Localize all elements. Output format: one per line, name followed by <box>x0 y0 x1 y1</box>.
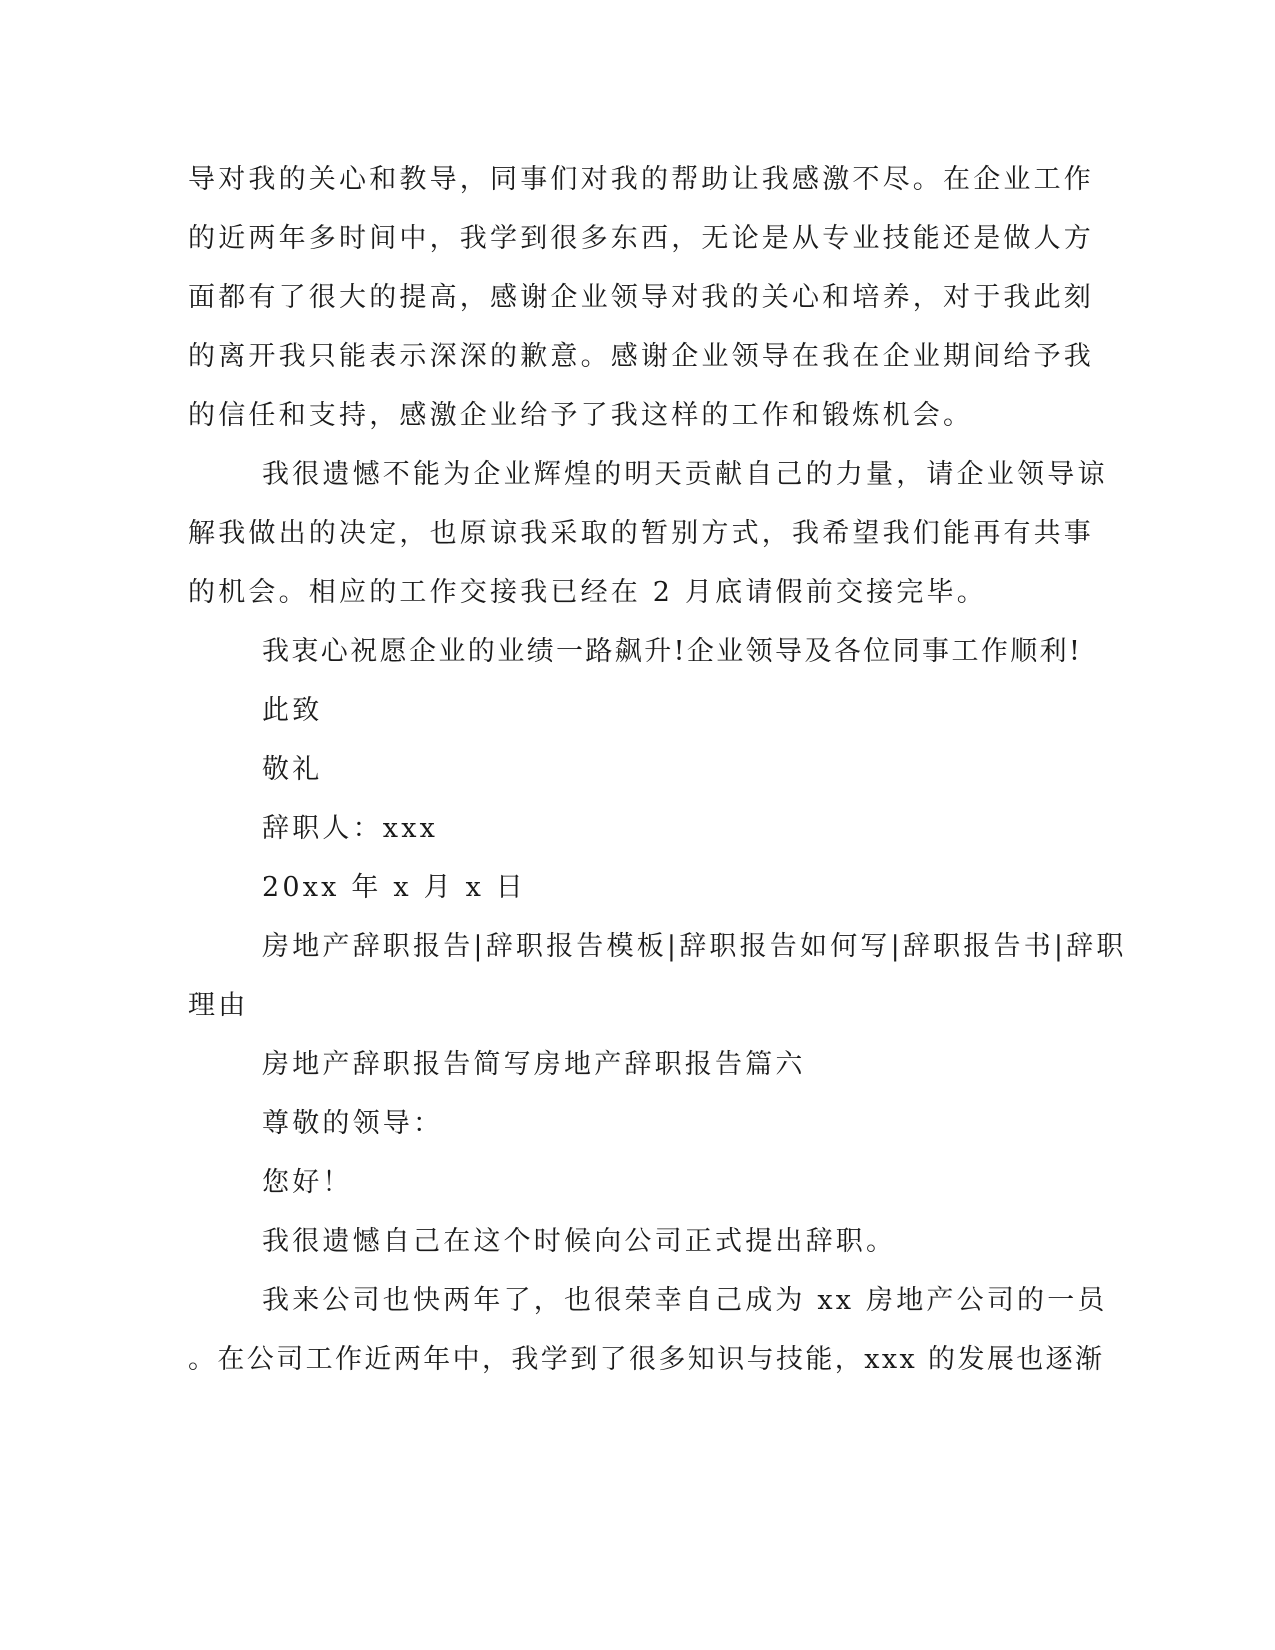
date-line: 20xx 年 x 月 x 日 <box>262 872 526 903</box>
body-text-line: 的近两年多时间中，我学到很多东西，无论是从专业技能还是做人方 <box>188 223 1094 254</box>
signature-line: 辞职人：xxx <box>262 813 439 844</box>
body-text-line: 面都有了很大的提高，感谢企业领导对我的关心和培养，对于我此刻 <box>188 282 1094 313</box>
related-links-line: 房地产辞职报告|辞职报告模板|辞职报告如何写|辞职报告书|辞职 <box>262 931 1127 962</box>
salutation-line: 敬礼 <box>262 754 323 785</box>
related-links-line: 理由 <box>188 990 249 1021</box>
body-text-line: 的机会。相应的工作交接我已经在 2 月底请假前交接完毕。 <box>188 577 987 608</box>
body-text-line: 我很遗憾自己在这个时候向公司正式提出辞职。 <box>262 1226 897 1257</box>
salutation-line: 此致 <box>262 695 323 726</box>
greeting-line: 您好！ <box>262 1167 353 1198</box>
body-text-line: 导对我的关心和教导，同事们对我的帮助让我感激不尽。在企业工作 <box>188 164 1094 195</box>
body-text-line: 的信任和支持，感激企业给予了我这样的工作和锻炼机会。 <box>188 400 974 431</box>
paragraph-start-line: 我来公司也快两年了，也很荣幸自己成为 xx 房地产公司的一员 <box>262 1285 1108 1316</box>
body-text-line: 的离开我只能表示深深的歉意。感谢企业领导在我在企业期间给予我 <box>188 341 1094 372</box>
closing-wish-line: 我衷心祝愿企业的业绩一路飙升!企业领导及各位同事工作顺利! <box>262 636 1083 667</box>
body-text-line: 。在公司工作近两年中，我学到了很多知识与技能，xxx 的发展也逐渐 <box>188 1344 1105 1375</box>
paragraph-start-line: 我很遗憾不能为企业辉煌的明天贡献自己的力量，请企业领导谅 <box>262 459 1108 490</box>
section-title-line: 房地产辞职报告简写房地产辞职报告篇六 <box>262 1049 806 1080</box>
body-text-line: 解我做出的决定，也原谅我采取的暂别方式，我希望我们能再有共事 <box>188 518 1094 549</box>
greeting-line: 尊敬的领导： <box>262 1108 444 1139</box>
